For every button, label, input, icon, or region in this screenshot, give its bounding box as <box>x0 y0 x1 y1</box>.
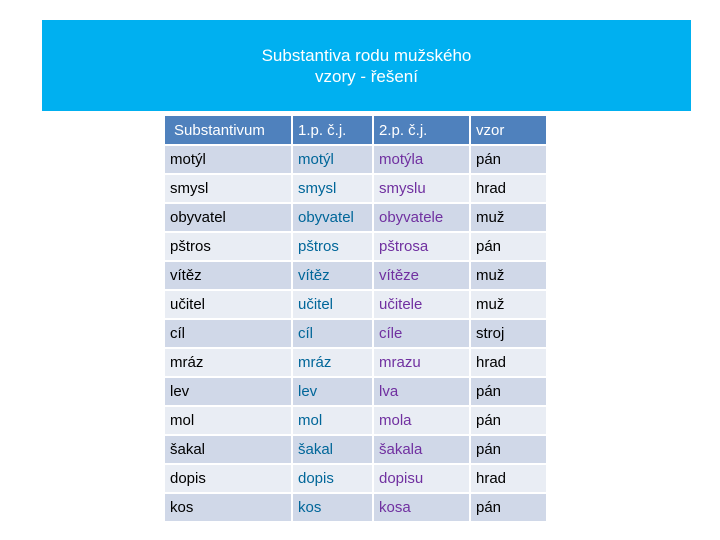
cell-nominative: pštros <box>293 233 374 262</box>
cell-nominative: učitel <box>293 291 374 320</box>
table-row <box>165 291 548 320</box>
cell-genitive: kosa <box>374 494 471 523</box>
cell-vzor: muž <box>471 291 548 320</box>
cell-vzor: pán <box>471 146 548 175</box>
cell-vzor: stroj <box>471 320 548 349</box>
cell-nominative: motýl <box>293 146 374 175</box>
cell-genitive: motýla <box>374 146 471 175</box>
table-header-row <box>165 116 548 146</box>
cell-genitive: šakala <box>374 436 471 465</box>
table-row <box>165 407 548 436</box>
cell-substantivum: dopis <box>165 465 293 494</box>
cell-genitive: učitele <box>374 291 471 320</box>
table-row <box>165 320 548 349</box>
cell-substantivum: lev <box>165 378 293 407</box>
nouns-table <box>165 116 548 523</box>
table-body <box>165 146 548 523</box>
cell-substantivum: kos <box>165 494 293 523</box>
cell-vzor: pán <box>471 407 548 436</box>
cell-vzor: muž <box>471 204 548 233</box>
cell-substantivum: šakal <box>165 436 293 465</box>
slide-title-box <box>42 20 691 111</box>
cell-genitive: mola <box>374 407 471 436</box>
table-row <box>165 233 548 262</box>
cell-nominative: lev <box>293 378 374 407</box>
cell-substantivum: mol <box>165 407 293 436</box>
table-row <box>165 204 548 233</box>
cell-genitive: lva <box>374 378 471 407</box>
cell-genitive: smyslu <box>374 175 471 204</box>
header-genitive: 2.p. č.j. <box>374 116 471 146</box>
slide-title-line-2: vzory - řešení <box>315 66 418 86</box>
cell-nominative: obyvatel <box>293 204 374 233</box>
header-nominative: 1.p. č.j. <box>293 116 374 146</box>
cell-substantivum: smysl <box>165 175 293 204</box>
cell-vzor: muž <box>471 262 548 291</box>
table-row <box>165 494 548 523</box>
slide-title-line-1: Substantiva rodu mužského <box>261 45 472 65</box>
cell-vzor: pán <box>471 233 548 262</box>
cell-vzor: hrad <box>471 349 548 378</box>
cell-vzor: pán <box>471 378 548 407</box>
cell-nominative: šakal <box>293 436 374 465</box>
table-row <box>165 262 548 291</box>
cell-genitive: pštrosa <box>374 233 471 262</box>
cell-substantivum: motýl <box>165 146 293 175</box>
cell-genitive: dopisu <box>374 465 471 494</box>
table-row <box>165 465 548 494</box>
cell-genitive: cíle <box>374 320 471 349</box>
header-substantivum: Substantivum <box>165 116 293 146</box>
cell-nominative: mol <box>293 407 374 436</box>
cell-genitive: vítěze <box>374 262 471 291</box>
cell-genitive: obyvatele <box>374 204 471 233</box>
cell-substantivum: pštros <box>165 233 293 262</box>
cell-nominative: cíl <box>293 320 374 349</box>
cell-vzor: hrad <box>471 465 548 494</box>
table-row <box>165 436 548 465</box>
cell-genitive: mrazu <box>374 349 471 378</box>
cell-substantivum: cíl <box>165 320 293 349</box>
table-row <box>165 378 548 407</box>
cell-vzor: pán <box>471 436 548 465</box>
cell-vzor: hrad <box>471 175 548 204</box>
cell-substantivum: učitel <box>165 291 293 320</box>
cell-nominative: dopis <box>293 465 374 494</box>
cell-vzor: pán <box>471 494 548 523</box>
table-row <box>165 146 548 175</box>
cell-substantivum: mráz <box>165 349 293 378</box>
header-vzor: vzor <box>471 116 548 146</box>
cell-nominative: mráz <box>293 349 374 378</box>
table-row <box>165 349 548 378</box>
cell-substantivum: vítěz <box>165 262 293 291</box>
cell-substantivum: obyvatel <box>165 204 293 233</box>
cell-nominative: vítěz <box>293 262 374 291</box>
cell-nominative: kos <box>293 494 374 523</box>
cell-nominative: smysl <box>293 175 374 204</box>
table-row <box>165 175 548 204</box>
